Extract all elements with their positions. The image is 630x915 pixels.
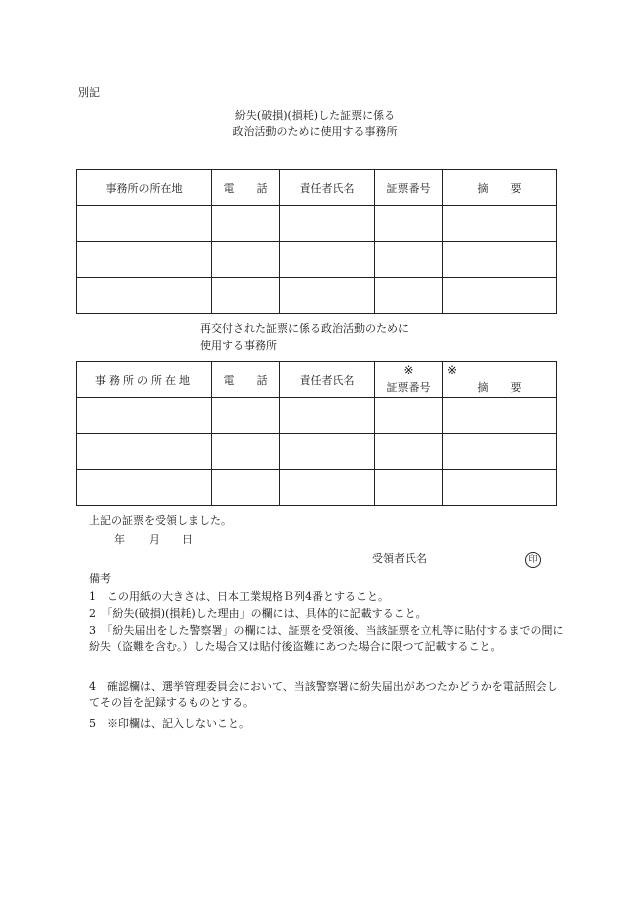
receiver-name-label: 受領者氏名 [372,552,427,565]
cell-responsible-person[interactable] [280,242,375,278]
cell-certificate-number[interactable] [375,434,443,470]
cell-certificate-number[interactable] [375,206,443,242]
header-remarks [443,362,557,398]
table-row [77,470,557,506]
cell-responsible-person[interactable] [280,398,375,434]
header-phone: 電 話 [212,362,280,398]
cell-phone[interactable] [212,206,280,242]
cell-phone[interactable] [212,470,280,506]
cell-office-location[interactable] [77,434,212,470]
cell-phone[interactable] [212,434,280,470]
table-row [77,398,557,434]
cell-remarks[interactable] [443,434,557,470]
section2-title-line-1: 再交付された証票に係る政治活動のために [200,322,409,335]
cell-remarks[interactable] [443,278,557,314]
seal-mark: 印 [525,552,541,568]
date-month-label: 月 [149,533,160,546]
cell-responsible-person[interactable] [280,206,375,242]
header-responsible-person: 責任者氏名 [280,170,375,206]
cell-certificate-number[interactable] [375,278,443,314]
reissued-certificate-office-table [76,361,557,506]
receipt-statement: 上記の証票を受領しました。 [89,514,232,527]
cell-office-location[interactable] [77,206,212,242]
header-certificate-number: 証票番号 [375,170,443,206]
cell-responsible-person[interactable] [280,470,375,506]
table-row [77,206,557,242]
title-line-1: 紛失(破損)(損耗)した証票に係る [234,109,396,122]
cell-office-location[interactable] [77,398,212,434]
cell-office-location[interactable] [77,242,212,278]
remark-item-5: 5 ※印欄は、記入しないこと。 [89,717,250,730]
table-row [77,242,557,278]
note-mark: ※ [447,363,458,377]
table-header-row [77,170,557,206]
cell-remarks[interactable] [443,242,557,278]
cell-remarks[interactable] [443,206,557,242]
remark-item-1: 1 この用紙の大きさは、日本工業規格Ｂ列4番とすること。 [89,590,389,603]
header-office-location: 事務所の所在地 [77,362,212,398]
cell-certificate-number[interactable] [375,398,443,434]
cell-phone[interactable] [212,242,280,278]
attachment-label: 別記 [78,86,100,99]
cell-phone[interactable] [212,398,280,434]
section2-title-line-2: 使用する事務所 [200,339,277,352]
header-certificate-number [375,362,443,398]
table-row [77,434,557,470]
header-certificate-number-label: 証票番号 [386,380,431,394]
cell-certificate-number[interactable] [375,242,443,278]
cell-office-location[interactable] [77,470,212,506]
header-responsible-person: 責任者氏名 [280,362,375,398]
lost-certificate-office-table [76,169,557,314]
note-mark: ※ [403,363,414,377]
table-row [77,278,557,314]
cell-phone[interactable] [212,278,280,314]
remarks-heading: 備考 [89,572,111,585]
remark-item-2: 2 「紛失(破損)(損耗)した理由」の欄には、具体的に記載すること。 [89,607,427,620]
remark-item-3: 3 「紛失届出をした警察署」の欄には、証票を受領後、当該証票を立札等に貼付するまでの間に紛失（盗難を含む。）した場合又は貼付後盗難にあつた場合に限つて記載すること。 [89,624,564,653]
header-phone: 電 話 [212,170,280,206]
cell-remarks[interactable] [443,398,557,434]
cell-responsible-person[interactable] [280,278,375,314]
date-year-label: 年 [114,533,125,546]
header-remarks: 摘 要 [443,170,557,206]
header-office-location: 事務所の所在地 [77,170,212,206]
cell-office-location[interactable] [77,278,212,314]
header-remarks-label: 摘 要 [477,380,522,394]
remark-item-4: 4 確認欄は、選挙管理委員会において、当該警察署に紛失届出があつたかどうかを電話照会してその旨を記録するものとする。 [89,680,558,709]
table-header-row [77,362,557,398]
date-day-label: 日 [182,533,193,546]
cell-certificate-number[interactable] [375,470,443,506]
cell-remarks[interactable] [443,470,557,506]
cell-responsible-person[interactable] [280,434,375,470]
title-line-2: 政治活動のために使用する事務所 [232,125,398,138]
